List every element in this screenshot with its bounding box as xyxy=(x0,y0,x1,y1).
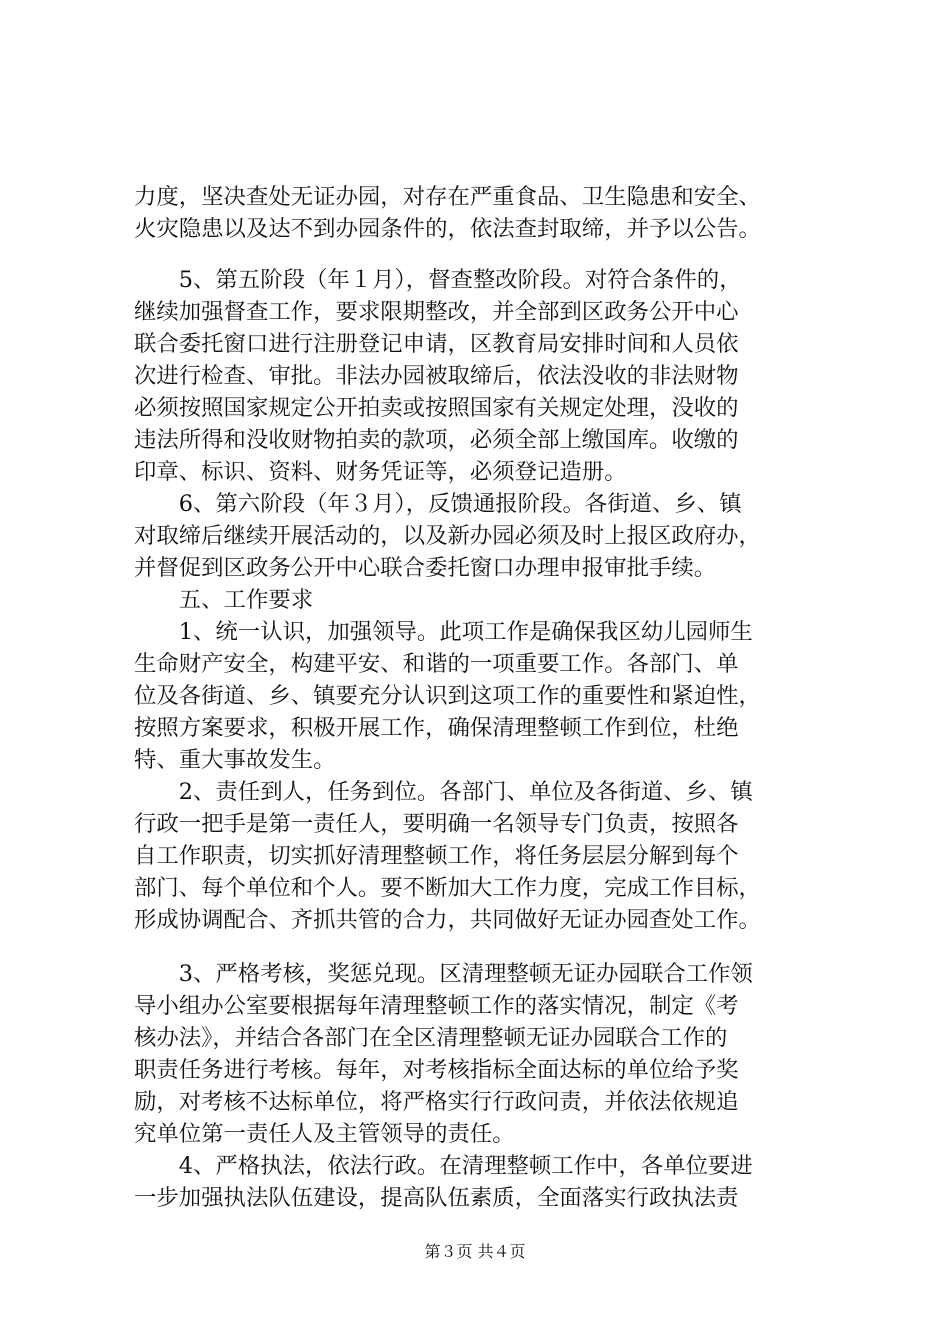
text-line: 励，对考核不达标单位，将严格实行行政问责，并依法依规追 xyxy=(134,1089,739,1115)
text-line: 火灾隐患以及达不到办园条件的，依法查封取缔，并予以公告。 xyxy=(134,216,761,242)
text-line: 联合委托窗口进行注册登记申请，区教育局安排时间和人员依 xyxy=(134,331,739,357)
text-line: 2、责任到人，任务到位。各部门、单位及各街道、乡、镇 xyxy=(134,779,753,805)
text-line: 生命财产安全，构建平安、和谐的一项重要工作。各部门、单 xyxy=(134,651,739,677)
text-line: 位及各街道、乡、镇要充分认识到这项工作的重要性和紧迫性， xyxy=(134,683,761,709)
text-line: 力度，坚决查处无证办园，对存在严重食品、卫生隐患和安全、 xyxy=(134,184,761,210)
text-line: 究单位第一责任人及主管领导的责任。 xyxy=(134,1121,515,1147)
text-line: 核办法》，并结合各部门在全区清理整顿无证办园联合工作的 xyxy=(134,1025,728,1051)
text-line: 3、严格考核，奖惩兑现。区清理整顿无证办园联合工作领 xyxy=(134,961,753,987)
text-line: 次进行检查、审批。非法办园被取缔后，依法没收的非法财物 xyxy=(134,363,739,389)
text-line: 1、统一认识，加强领导。此项工作是确保我区幼儿园师生 xyxy=(134,619,753,645)
text-line: 按照方案要求，积极开展工作，确保清理整顿工作到位，杜绝 xyxy=(134,715,739,741)
text-line: 6、第六阶段（年３月），反馈通报阶段。各街道、乡、镇 xyxy=(134,491,742,517)
page-number-footer: 第３页 共４页 xyxy=(424,1242,526,1261)
section-heading: 五、工作要求 xyxy=(134,587,314,613)
text-line: 一步加强执法队伍建设，提高队伍素质，全面落实行政执法责 xyxy=(134,1185,739,1211)
text-line: 导小组办公室要根据每年清理整顿工作的落实情况，制定《考 xyxy=(134,993,739,1019)
text-line: 继续加强督查工作，要求限期整改，并全部到区政务公开中心 xyxy=(134,299,739,325)
text-line: 4、严格执法，依法行政。在清理整顿工作中，各单位要进 xyxy=(134,1153,753,1179)
text-line: 并督促到区政务公开中心联合委托窗口办理申报审批手续。 xyxy=(134,555,717,581)
text-line: 印章、标识、资料、财务凭证等，必须登记造册。 xyxy=(134,459,627,485)
text-line: 5、第五阶段（年１月），督查整改阶段。对符合条件的， xyxy=(134,267,742,293)
text-line: 违法所得和没收财物拍卖的款项，必须全部上缴国库。收缴的 xyxy=(134,427,739,453)
text-line: 部门、每个单位和个人。要不断加大工作力度，完成工作目标， xyxy=(134,875,761,901)
text-line: 特、重大事故发生。 xyxy=(134,747,336,773)
text-line: 对取缔后继续开展活动的，以及新办园必须及时上报区政府办， xyxy=(134,523,761,549)
text-line: 自工作职责，切实抓好清理整顿工作，将任务层层分解到每个 xyxy=(134,843,739,869)
text-line: 职责任务进行考核。每年，对考核指标全面达标的单位给予奖 xyxy=(134,1057,739,1083)
text-line: 行政一把手是第一责任人，要明确一名领导专门负责，按照各 xyxy=(134,811,739,837)
text-line: 形成协调配合、齐抓共管的合力，共同做好无证办园查处工作。 xyxy=(134,907,761,933)
text-line: 必须按照国家规定公开拍卖或按照国家有关规定处理，没收的 xyxy=(134,395,739,421)
